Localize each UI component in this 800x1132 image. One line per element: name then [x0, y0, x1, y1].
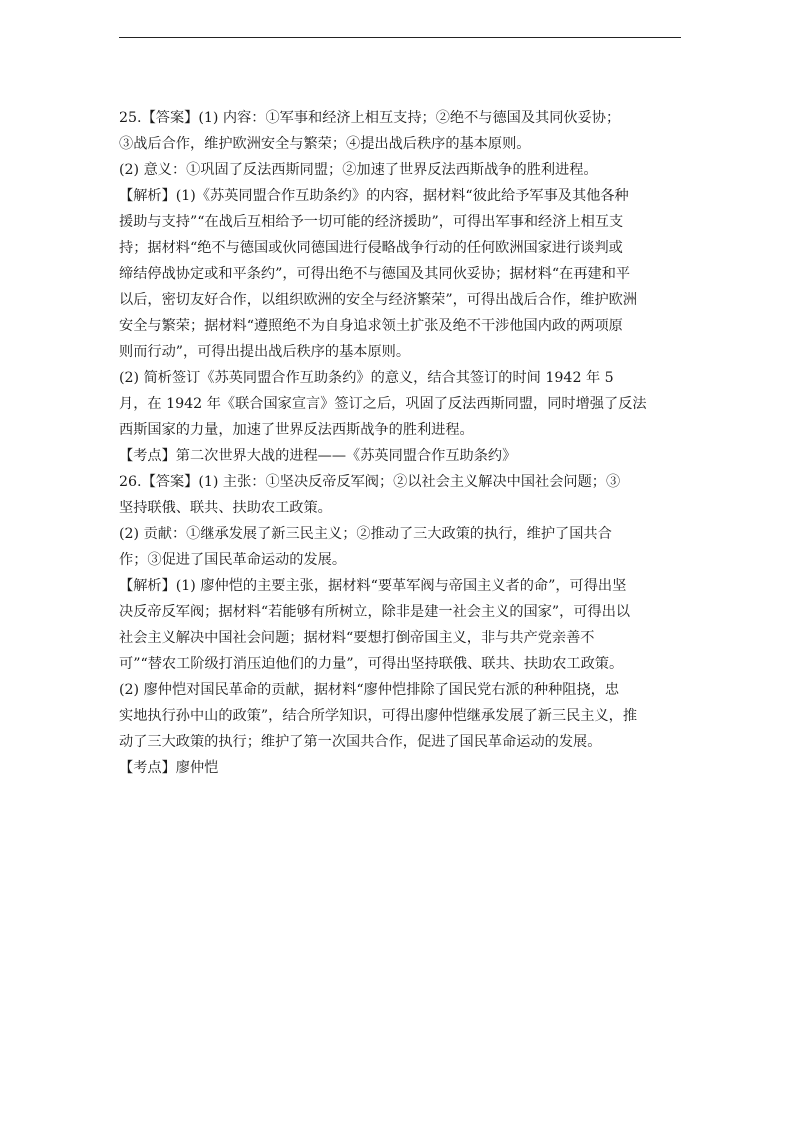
text-line: 作；③促进了国民革命运动的发展。 [119, 552, 347, 568]
text-line: (2) 贡献：①继承发展了新三民主义；②推动了三大政策的执行，维护了国共合 [119, 526, 612, 542]
text-line: 持；据材料“绝不与德国或伙同德国进行侵略战争行动的任何欧洲国家进行谈判或 [119, 240, 623, 256]
text-line: 西斯国家的力量，加速了世界反法西斯战争的胜利进程。 [119, 422, 474, 438]
document-body [119, 105, 684, 781]
text-line: ③战后合作，维护欧洲安全与繁荣；④提出战后秩序的基本原则。 [119, 136, 531, 152]
text-line: 【解析】(1) 廖仲恺的主要主张，据材料“要革军阀与帝国主义者的命”，可得出坚 [119, 578, 627, 594]
text-line: (2) 简析签订《苏英同盟合作互助条约》的意义，结合其签订的时间 1942 年 5 [119, 370, 614, 386]
text-line: 则而行动”，可得出提出战后秩序的基本原则。 [119, 344, 411, 360]
text-line: 25.【答案】(1) 内容：①军事和经济上相互支持；②绝不与德国及其同伙妥协； [119, 110, 621, 126]
text-line: 动了三大政策的执行；维护了第一次国共合作，促进了国民革命运动的发展。 [119, 734, 602, 750]
text-line: 可”“替农工阶级打消压迫他们的力量”，可得出坚持联俄、联共、扶助农工政策。 [119, 656, 624, 672]
text-line: 【考点】第二次世界大战的进程——《苏英同盟合作互助条约》 [119, 448, 517, 464]
text-line: (2) 廖仲恺对国民革命的贡献，据材料“廖仲恺排除了国民党右派的种种阻挠，忠 [119, 682, 620, 698]
text-line: 社会主义解决中国社会问题；据材料“要想打倒帝国主义，非与共产党亲善不 [119, 630, 595, 646]
text-line: 决反帝反军阀；据材料“若能够有所树立，除非是建一社会主义的国家”，可得出以 [119, 604, 631, 620]
text-line: 安全与繁荣；据材料“遵照绝不为自身追求领土扩张及绝不干涉他国内政的两项原 [119, 318, 623, 334]
text-line: 援助与支持”“在战后互相给予一切可能的经济援助”，可得出军事和经济上相互支 [119, 214, 624, 230]
text-line: 26.【答案】(1) 主张：①坚决反帝反军阀；②以社会主义解决中国社会问题；③ [119, 474, 621, 490]
text-line: 坚持联俄、联共、扶助农工政策。 [119, 500, 332, 516]
text-line: 缔结停战协定或和平条约”，可得出绝不与德国及其同伙妥协；据材料“在再建和平 [119, 266, 631, 282]
text-line: 月，在 1942 年《联合国家宣言》签订之后，巩固了反法西斯同盟，同时增强了反法 [119, 396, 647, 412]
text-line: 以后，密切友好合作，以组织欧洲的安全与经济繁荣”，可得出战后合作，维护欧洲 [119, 292, 638, 308]
text-line: (2) 意义：①巩固了反法西斯同盟；②加速了世界反法西斯战争的胜利进程。 [119, 162, 598, 178]
text-line: 实地执行孙中山的政策”，结合所学知识，可得出廖仲恺继承发展了新三民主义，推 [119, 708, 638, 724]
header-rule [119, 37, 681, 38]
text-line: 【考点】廖仲恺 [119, 760, 219, 776]
text-line: 【解析】(1)《苏英同盟合作互助条约》的内容，据材料“彼此给予军事及其他各种 [119, 188, 629, 204]
